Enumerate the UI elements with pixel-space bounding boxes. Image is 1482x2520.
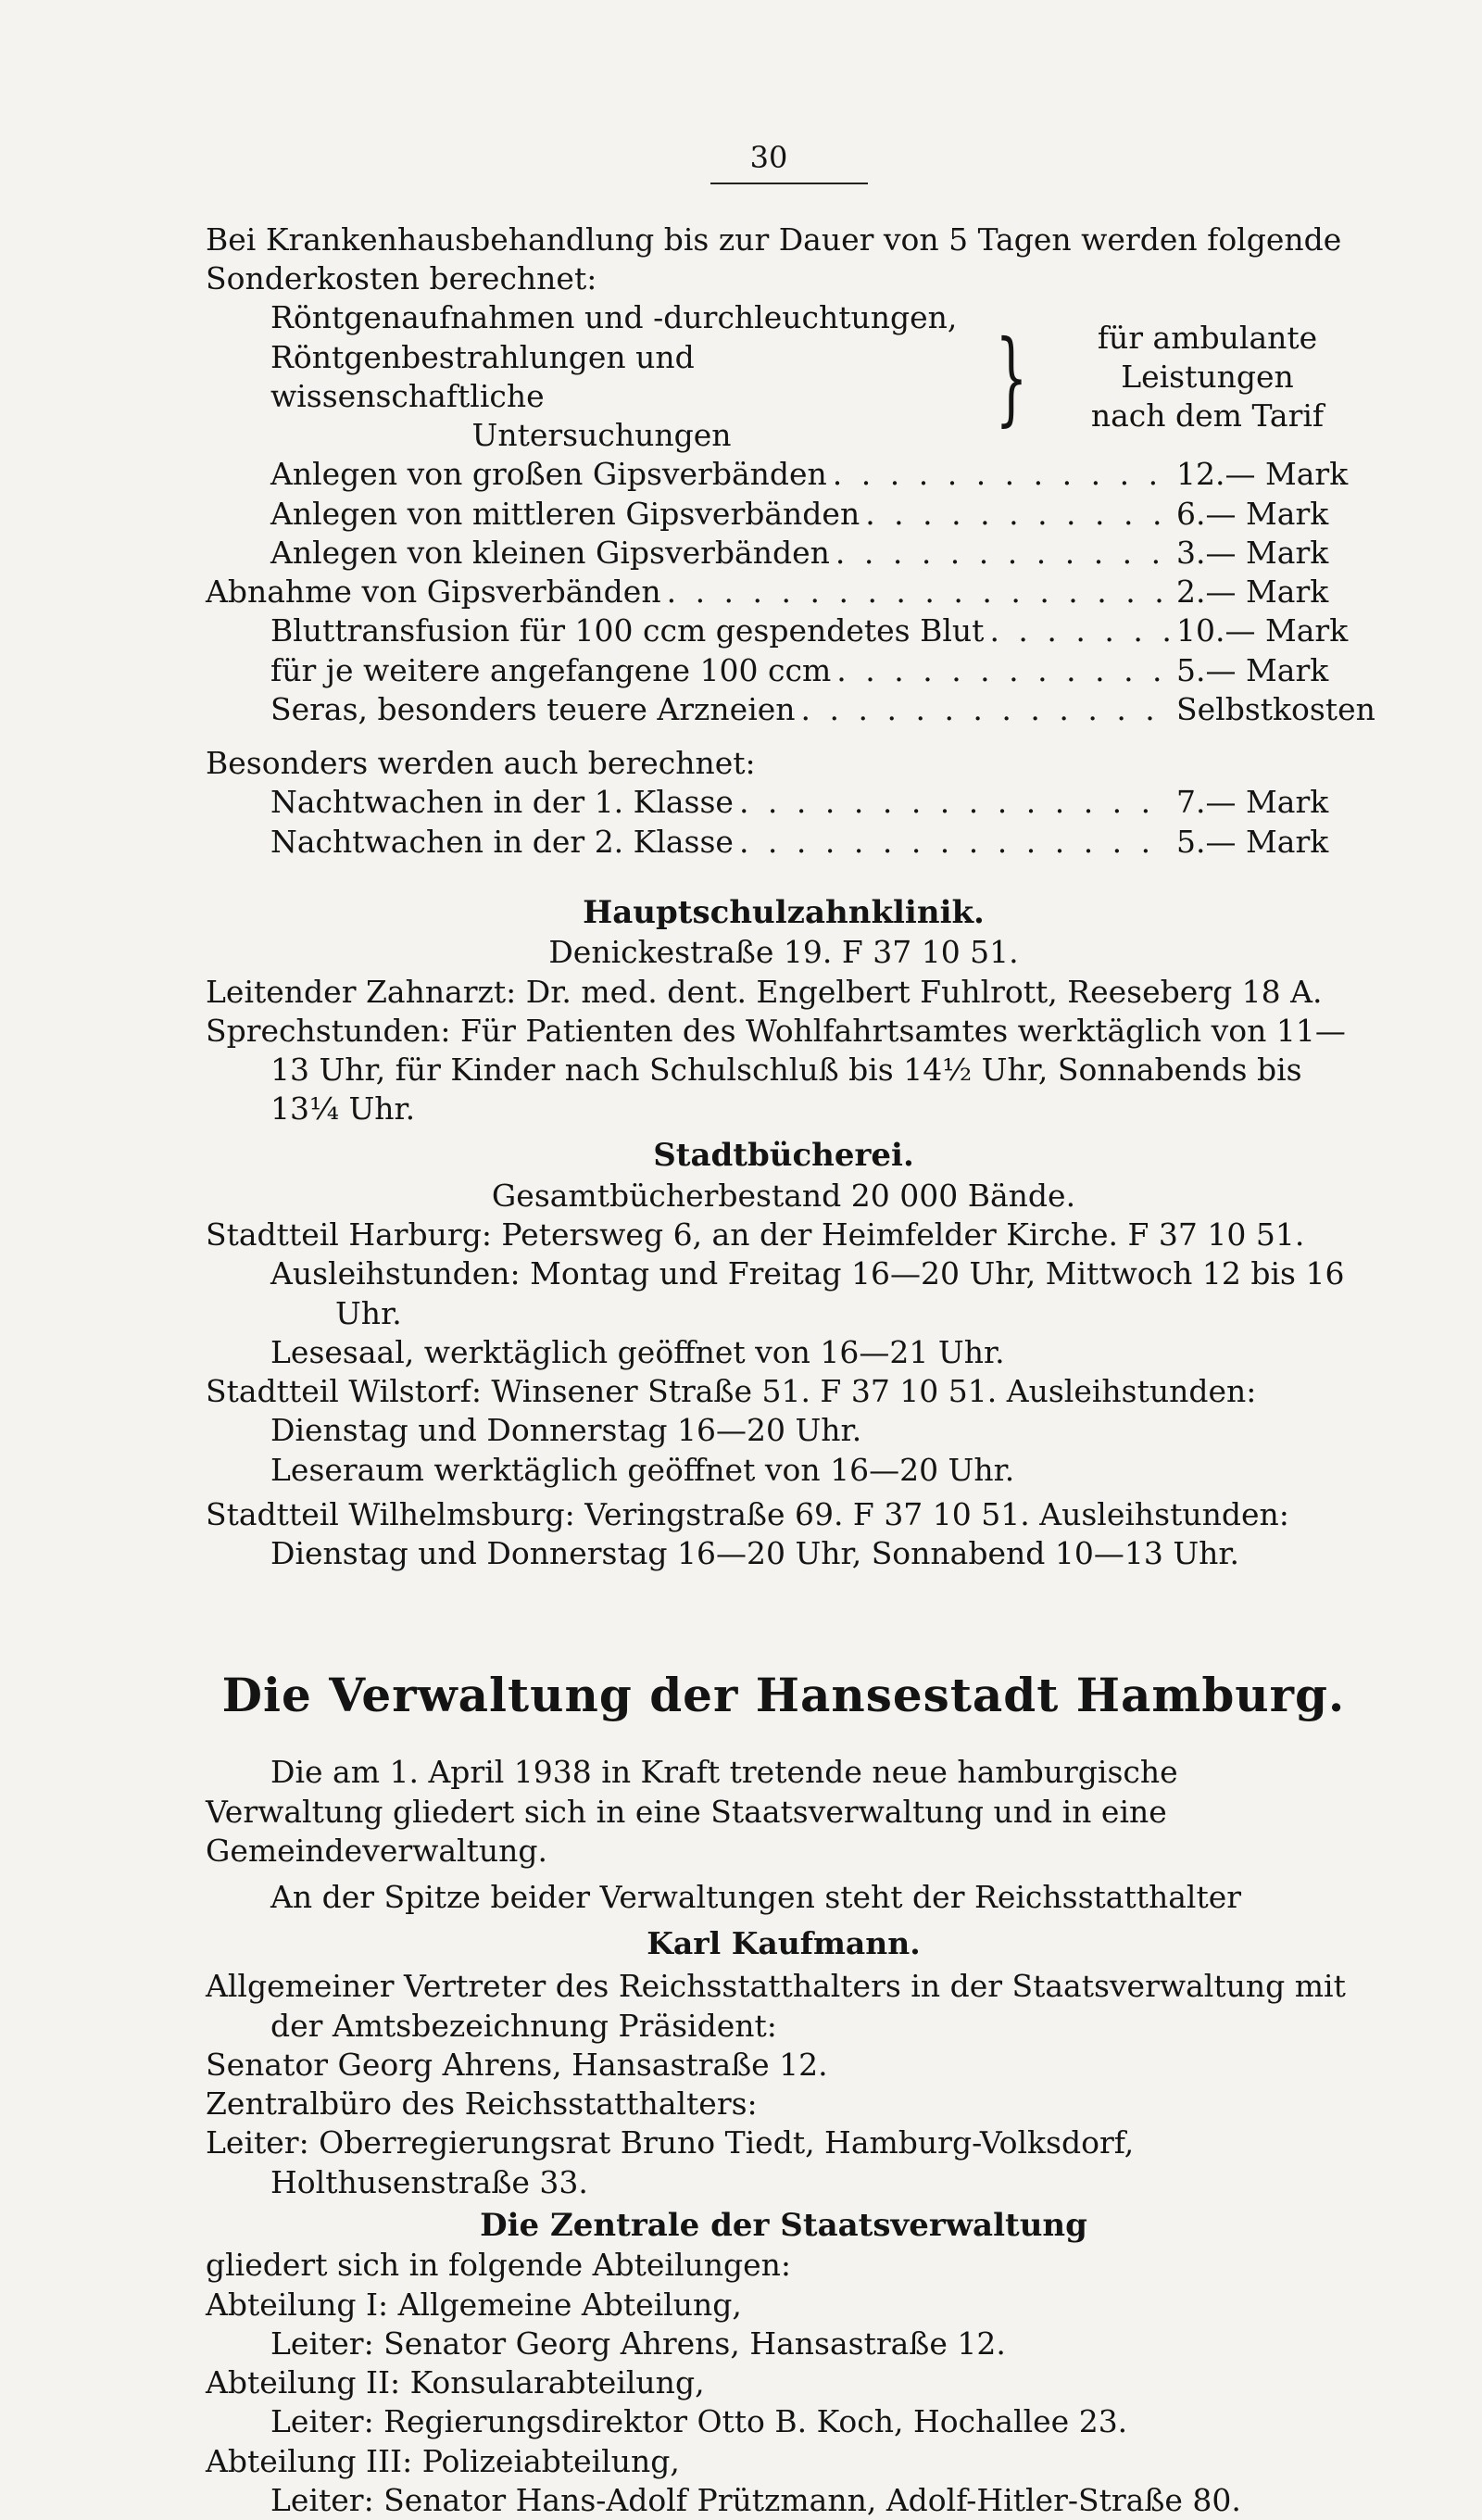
leiter-line: Leiter: Oberregierungsrat Bruno Tiedt, Hamburg-Volksdorf, Holthusenstraße 33. <box>206 2124 1135 2200</box>
leader-dots <box>833 455 1171 494</box>
page-number: 30 <box>749 140 788 175</box>
brace-right-line: nach dem Tarif <box>1090 397 1325 435</box>
page-content <box>206 220 1375 2520</box>
person-name: Karl Kaufmann. <box>647 1925 921 1962</box>
leader-dots <box>667 573 1171 611</box>
extra-intro: Besonders werden auch berechnet: <box>206 745 756 782</box>
fee-item <box>206 495 1362 534</box>
department-leader: Leiter: Senator Georg Ahrens, Hansastraße 12. <box>270 2325 1006 2362</box>
vertreter-line: Allgemeiner Vertreter des Reichsstatthalters in der Staatsverwaltung mit der Amtsbezeichnung Präsident: <box>206 1968 1346 2044</box>
spacer <box>206 729 1362 744</box>
leader-dots <box>801 690 1171 729</box>
fee-item <box>206 455 1362 494</box>
leader-dots <box>865 495 1171 534</box>
department-leader: Leiter: Senator Hans-Adolf Prützmann, Adolf-Hitler-Straße 80. <box>270 2481 1241 2518</box>
library-total: Gesamtbücherbestand 20 000 Bände. <box>491 1177 1076 1214</box>
fee-item <box>206 690 1375 729</box>
library-harburg-reading: Lesesaal, werktäglich geöffnet von 16—21 Uhr. <box>270 1333 1005 1370</box>
department-name: Abteilung I: Allgemeine Abteilung, <box>206 2286 742 2323</box>
department-leader: Leiter: Regierungsdirektor Otto B. Koch, Hochallee 23. <box>270 2403 1128 2440</box>
fee-value: 3.— Mark <box>1176 534 1329 571</box>
fee-label: Bluttransfusion für 100 ccm gespendetes Blut <box>270 612 985 649</box>
brace-left-line: Untersuchungen <box>471 417 732 454</box>
fee-item <box>206 823 1362 862</box>
section-heading: Stadtbücherei. <box>653 1137 914 1175</box>
fee-item <box>206 534 1362 573</box>
fee-label: für je weitere angefangene 100 ccm <box>270 651 832 688</box>
fee-label: Seras, besonders teuere Arzneien <box>270 690 796 727</box>
brace-right-line: für ambulante Leistungen <box>1097 319 1318 395</box>
senator-line: Senator Georg Ahrens, Hansastraße 12. <box>206 2046 828 2083</box>
fee-value: Selbstkosten <box>1176 690 1375 727</box>
fee-item <box>206 573 1362 611</box>
fee-label: Nachtwachen in der 2. Klasse <box>270 823 734 860</box>
department-name: Abteilung II: Konsularabteilung, <box>206 2364 705 2401</box>
library-wilstorf: Stadtteil Wilstorf: Winsener Straße 51. F 37 10 51. Ausleihstunden: Dienstag und Donnerstag 16—20 Uhr. <box>206 1373 1257 1449</box>
gliedert-line: gliedert sich in folgende Abteilungen: <box>206 2247 792 2284</box>
fee-value: 5.— Mark <box>1176 651 1329 688</box>
leader-dots <box>835 534 1171 573</box>
zahnklinik-director: Leitender Zahnarzt: Dr. med. dent. Engelbert Fuhlrott, Reeseberg 18 A. <box>206 973 1323 1010</box>
library-wilhelmsburg: Stadtteil Wilhelmsburg: Veringstraße 69. F 37 10 51. Ausleihstunden: Dienstag und Donnerstag 16—20 Uhr, Sonnabend 10—13 Uhr. <box>206 1495 1289 1572</box>
verwaltung-paragraph: Die am 1. April 1938 in Kraft tretende neue hamburgische Verwaltung gliedert sich in eine Staatsverwaltung und in eine Gemeindeverwaltung. <box>206 1754 1178 1869</box>
zahnklinik-address: Denickestraße 19. F 37 10 51. <box>548 934 1019 971</box>
fee-value: 5.— Mark <box>1176 823 1329 860</box>
fee-value: 12.— Mark <box>1176 456 1349 493</box>
brace-left-line: Röntgenaufnahmen und -durchleuchtungen, <box>270 299 958 336</box>
leader-dots <box>836 651 1171 690</box>
verwaltung-paragraph: An der Spitze beider Verwaltungen steht der Reichsstatthalter <box>270 1879 1242 1915</box>
brace-group <box>206 298 1362 455</box>
page-number-rule <box>710 183 868 184</box>
zahnklinik-hours: Sprechstunden: Für Patienten des Wohlfahrtsamtes werktäglich von 11—13 Uhr, für Kinder nach Schulschluß bis 14½ Uhr, Sonnabends bis 13¼ Uhr. <box>206 1012 1346 1128</box>
fee-item <box>206 611 1362 650</box>
curly-brace: } <box>995 317 1028 436</box>
leader-dots <box>989 611 1171 650</box>
fee-item <box>206 783 1362 822</box>
zentralbuero-line: Zentralbüro des Reichsstatthalters: <box>206 2085 758 2123</box>
fee-label: Anlegen von großen Gipsverbänden <box>270 456 827 493</box>
library-wilstorf-reading: Leseraum werktäglich geöffnet von 16—20 Uhr. <box>270 1451 1015 1488</box>
fee-value: 2.— Mark <box>1176 573 1329 611</box>
hospital-intro: Bei Krankenhausbehandlung bis zur Dauer von 5 Tagen werden folgende Sonderkosten berechnet: <box>206 221 1342 297</box>
leader-dots <box>739 823 1171 862</box>
fee-label: Nachtwachen in der 1. Klasse <box>270 784 734 821</box>
brace-left-column <box>270 298 970 455</box>
fee-item <box>206 651 1362 690</box>
brace-left-line: Röntgenbestrahlungen und wissenschaftliche <box>270 338 695 414</box>
leader-dots <box>739 783 1171 822</box>
fee-label: Anlegen von mittleren Gipsverbänden <box>270 495 860 532</box>
fee-value: 10.— Mark <box>1176 612 1349 649</box>
fee-value: 7.— Mark <box>1176 784 1329 821</box>
fee-label: Anlegen von kleinen Gipsverbänden <box>270 534 830 571</box>
library-harburg-hours: Ausleihstunden: Montag und Freitag 16—20 Uhr, Mittwoch 12 bis 16 Uhr. <box>270 1255 1345 1331</box>
section-heading: Die Zentrale der Staatsverwaltung <box>480 2206 1087 2244</box>
fee-value: 6.— Mark <box>1176 495 1329 532</box>
library-harburg: Stadtteil Harburg: Petersweg 6, an der Heimfelder Kirche. F 37 10 51. <box>206 1216 1305 1254</box>
brace-right-column <box>1053 319 1362 436</box>
fee-label: Abnahme von Gipsverbänden <box>206 573 661 611</box>
section-heading: Hauptschulzahnklinik. <box>583 893 985 931</box>
department-name: Abteilung III: Polizeiabteilung, <box>206 2442 680 2479</box>
main-heading: Die Verwaltung der Hansestadt Hamburg. <box>221 1668 1346 1723</box>
